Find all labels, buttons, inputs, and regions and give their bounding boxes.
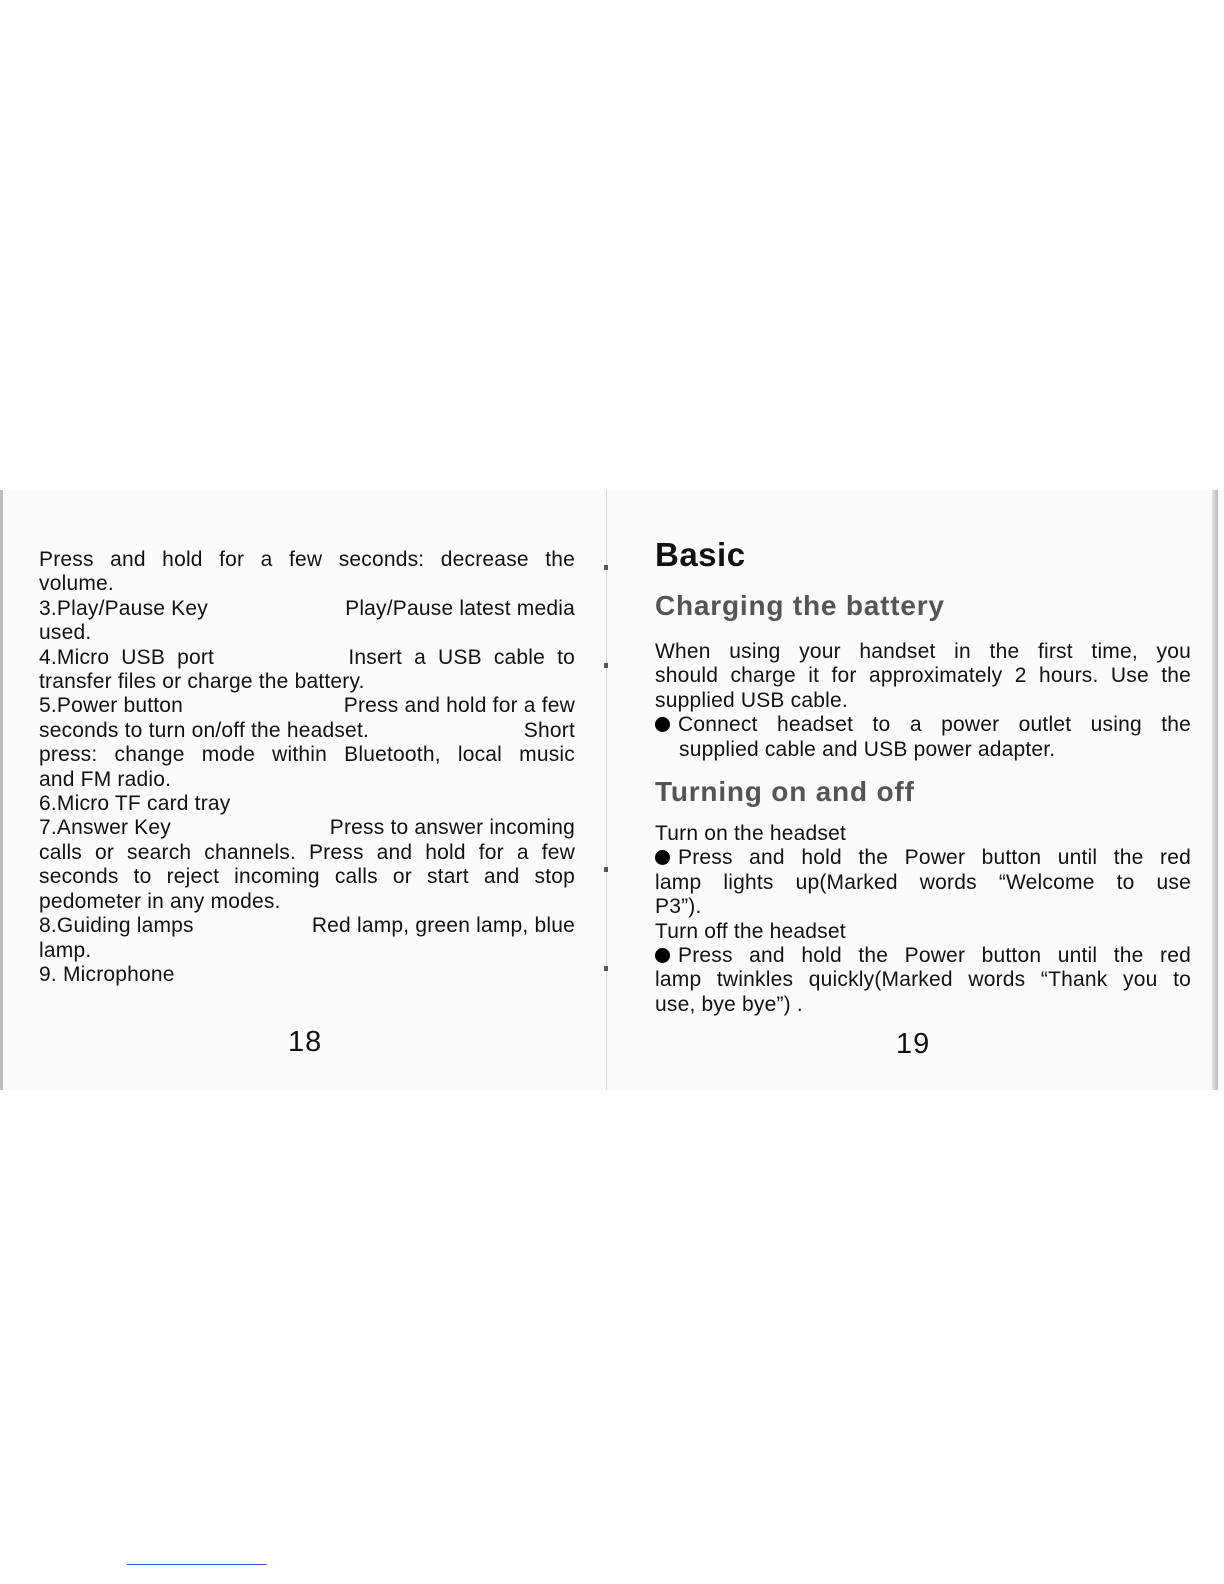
right-scan-edge bbox=[1212, 490, 1218, 1090]
text-line: supplied USB cable. bbox=[655, 688, 848, 712]
blue-underline-mark bbox=[127, 1564, 267, 1565]
bullet-text: Connect headset to a power outlet using the bbox=[678, 713, 1191, 737]
text-line: seconds to reject incoming calls or start and stop bbox=[39, 865, 575, 889]
bullet-dot-icon bbox=[655, 850, 670, 865]
item-play-pause bbox=[39, 597, 575, 621]
text-line: should charge it for approximately 2 hours. Use the bbox=[655, 664, 1191, 688]
item-label: 4.Micro USB port bbox=[39, 645, 215, 669]
text-line: lamp. bbox=[39, 938, 92, 962]
section-heading: Charging the battery bbox=[655, 590, 945, 621]
right-page-content bbox=[655, 536, 1191, 1017]
text-line bbox=[39, 719, 575, 743]
page-gutter bbox=[606, 490, 607, 1090]
item-desc: Insert a USB cable to bbox=[348, 645, 575, 669]
text-line: pedometer in any modes. bbox=[39, 889, 281, 913]
gutter-mark bbox=[604, 663, 608, 668]
bullet-item bbox=[655, 713, 1191, 737]
text-line: lamp twinkles quickly(Marked words “Thank you to bbox=[655, 968, 1191, 992]
text-line: calls or search channels. Press and hold for a few bbox=[39, 840, 575, 864]
gutter-mark bbox=[604, 966, 608, 971]
text-line: Press and hold for a few seconds: decrease the bbox=[39, 548, 575, 571]
subheading-turn-off: Turn off the headset bbox=[655, 919, 846, 943]
item-micro-tf: 6.Micro TF card tray bbox=[39, 792, 231, 816]
item-label: 7.Answer Key bbox=[39, 816, 171, 840]
item-desc: Red lamp, green lamp, blue bbox=[311, 914, 575, 938]
text-line: volume. bbox=[39, 572, 114, 596]
text-line: transfer files or charge the battery. bbox=[39, 670, 365, 694]
bullet-text: Press and hold the Power button until the red bbox=[678, 944, 1191, 968]
page-number: 19 bbox=[896, 1028, 931, 1060]
left-scan-edge bbox=[0, 490, 3, 1090]
bullet-item bbox=[655, 944, 1191, 968]
page-title: Basic bbox=[655, 536, 746, 573]
item-label: 5.Power button bbox=[39, 694, 184, 718]
bullet-item bbox=[655, 846, 1191, 870]
item-microphone: 9. Microphone bbox=[39, 962, 175, 986]
subheading-turn-on: Turn on the headset bbox=[655, 822, 846, 846]
left-page-content bbox=[39, 548, 575, 987]
item-label: 3.Play/Pause Key bbox=[39, 596, 208, 620]
bullet-text: Press and hold the Power button until the red bbox=[678, 846, 1191, 870]
text-fragment: Short bbox=[523, 718, 575, 742]
page-number: 18 bbox=[288, 1026, 323, 1058]
item-desc: Press and hold for a few bbox=[343, 694, 575, 718]
bullet-dot-icon bbox=[655, 717, 670, 732]
section-heading: Turning on and off bbox=[655, 776, 915, 808]
text-line: supplied cable and USB power adapter. bbox=[679, 737, 1056, 761]
text-line: used. bbox=[39, 621, 92, 645]
item-desc: Play/Pause latest media bbox=[345, 596, 575, 620]
text-fragment: seconds to turn on/off the headset. bbox=[39, 718, 370, 742]
text-line: lamp lights up(Marked words “Welcome to use bbox=[655, 870, 1191, 894]
item-power-button bbox=[39, 694, 575, 718]
text-line: use, bye bye”) . bbox=[655, 992, 803, 1016]
item-guiding-lamps bbox=[39, 914, 575, 938]
item-micro-usb bbox=[39, 646, 575, 670]
gutter-mark bbox=[604, 867, 608, 872]
gutter-mark bbox=[604, 565, 608, 570]
item-desc: Press to answer incoming bbox=[329, 816, 575, 840]
bullet-dot-icon bbox=[655, 948, 670, 963]
item-label: 8.Guiding lamps bbox=[39, 914, 194, 938]
text-line: press: change mode within Bluetooth, local music bbox=[39, 743, 575, 767]
text-line: P3”). bbox=[655, 895, 702, 919]
text-line: and FM radio. bbox=[39, 767, 172, 791]
text-line: When using your handset in the first time, you bbox=[655, 640, 1191, 663]
item-answer-key bbox=[39, 816, 575, 840]
